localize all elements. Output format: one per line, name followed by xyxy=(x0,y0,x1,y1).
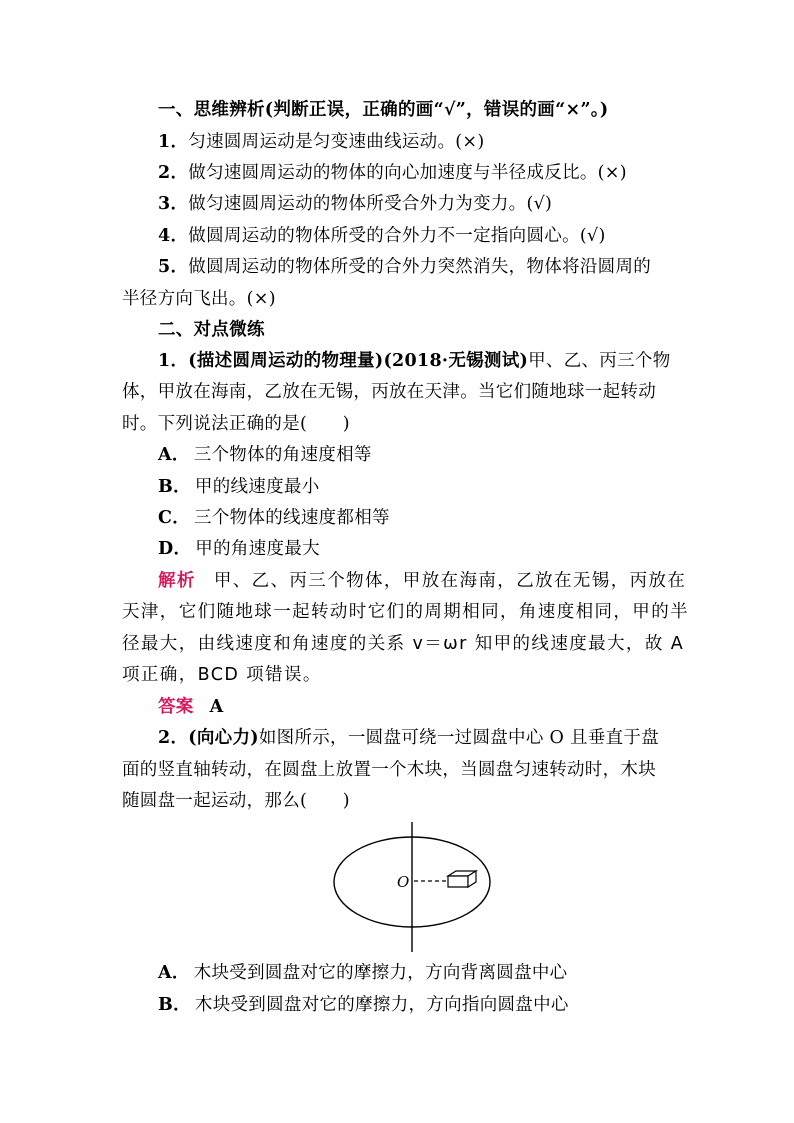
q1-analysis-line4: 项正确，BCD 项错误。 xyxy=(122,665,322,685)
option-text: 木块受到圆盘对它的摩擦力，方向背离圆盘中心 xyxy=(193,963,568,983)
option-text: 三个物体的线速度都相等 xyxy=(194,508,390,528)
judge-item-1 xyxy=(158,131,485,153)
q2-option-a xyxy=(158,962,568,984)
item-text: 做匀速圆周运动的物体的向心加速度与半径成反比。(×) xyxy=(188,163,627,183)
q2-line2: 面的竖直轴转动，在圆盘上放置一个木块，当圆盘匀速转动时，木块 xyxy=(122,760,656,780)
option-letter: D． xyxy=(158,539,192,559)
item-text: 匀速圆周运动是匀变速曲线运动。(×) xyxy=(188,132,485,152)
question-number: 2． xyxy=(158,728,189,748)
option-letter: B． xyxy=(158,995,191,1015)
judge-item-3 xyxy=(158,193,552,215)
item-number: 3． xyxy=(158,194,189,214)
question-text: 如图所示，一圆盘可绕一过圆盘中心 O 且垂直于盘 xyxy=(258,728,660,748)
question-text: 甲、乙、丙三个物 xyxy=(528,351,671,371)
option-text: 甲的角速度最大 xyxy=(195,539,320,559)
analysis-label: 解析 xyxy=(158,571,196,591)
q1-option-a xyxy=(158,444,372,466)
item-text: 做匀速圆周运动的物体所受合外力为变力。(√) xyxy=(188,194,553,214)
q1-option-c xyxy=(158,507,390,529)
q1-line3: 时。下列说法正确的是( ) xyxy=(122,414,350,434)
answer-label: 答案 xyxy=(158,697,194,717)
judge-item-5 xyxy=(158,256,651,278)
center-label-o: O xyxy=(397,873,410,891)
q1-option-d xyxy=(158,538,320,560)
q2-line1 xyxy=(158,727,659,749)
question-tag: (向心力) xyxy=(188,728,259,748)
option-letter: A． xyxy=(158,963,190,983)
q1-analysis-line3: 径最大，由线速度和角速度的关系 v＝ωr 知甲的线速度最大，故 A xyxy=(122,634,685,654)
judge-item-4 xyxy=(158,225,606,247)
question-tag: (描述圆周运动的物理量)(2018·无锡测试) xyxy=(188,351,529,371)
item-number: 5． xyxy=(158,257,189,277)
q1-line1 xyxy=(158,350,671,372)
option-text: 木块受到圆盘对它的摩擦力，方向指向圆盘中心 xyxy=(194,995,569,1015)
answer-value: A xyxy=(209,697,224,717)
q1-analysis-line1 xyxy=(158,570,686,592)
option-letter: C． xyxy=(158,508,191,528)
disc-figure xyxy=(330,820,500,955)
option-text: 三个物体的角速度相等 xyxy=(193,445,372,465)
section1-heading: 一、思维辨析(判断正误，正确的画“√”，错误的画“×”。) xyxy=(158,100,609,120)
wood-block xyxy=(448,871,476,887)
q1-analysis-line2: 天津，它们随地球一起转动时它们的周期相同，角速度相同，甲的半 xyxy=(122,602,689,622)
item-number: 4． xyxy=(158,226,189,246)
section2-heading: 二、对点微练 xyxy=(158,320,265,340)
item-number: 2． xyxy=(158,163,189,183)
judge-item-5-cont: 半径方向飞出。(×) xyxy=(122,289,276,309)
option-letter: A． xyxy=(158,445,190,465)
item-text: 做圆周运动的物体所受的合外力不一定指向圆心。(√) xyxy=(188,226,606,246)
option-text: 甲的线速度最小 xyxy=(194,477,320,497)
q1-answer xyxy=(158,696,224,718)
judge-item-2 xyxy=(158,162,627,184)
analysis-text: 甲、乙、丙三个物体，甲放在海南，乙放在无锡，丙放在 xyxy=(213,571,687,591)
option-letter: B． xyxy=(158,477,191,497)
q2-option-b xyxy=(158,994,569,1016)
item-number: 1． xyxy=(158,132,189,152)
q1-line2: 体，甲放在海南，乙放在无锡，丙放在天津。当它们随地球一起转动 xyxy=(122,382,656,402)
q2-line3: 随圆盘一起运动，那么( ) xyxy=(122,791,350,811)
item-text: 做圆周运动的物体所受的合外力突然消失，物体将沿圆周的 xyxy=(188,257,652,277)
q1-option-b xyxy=(158,476,320,498)
question-number: 1． xyxy=(158,351,189,371)
